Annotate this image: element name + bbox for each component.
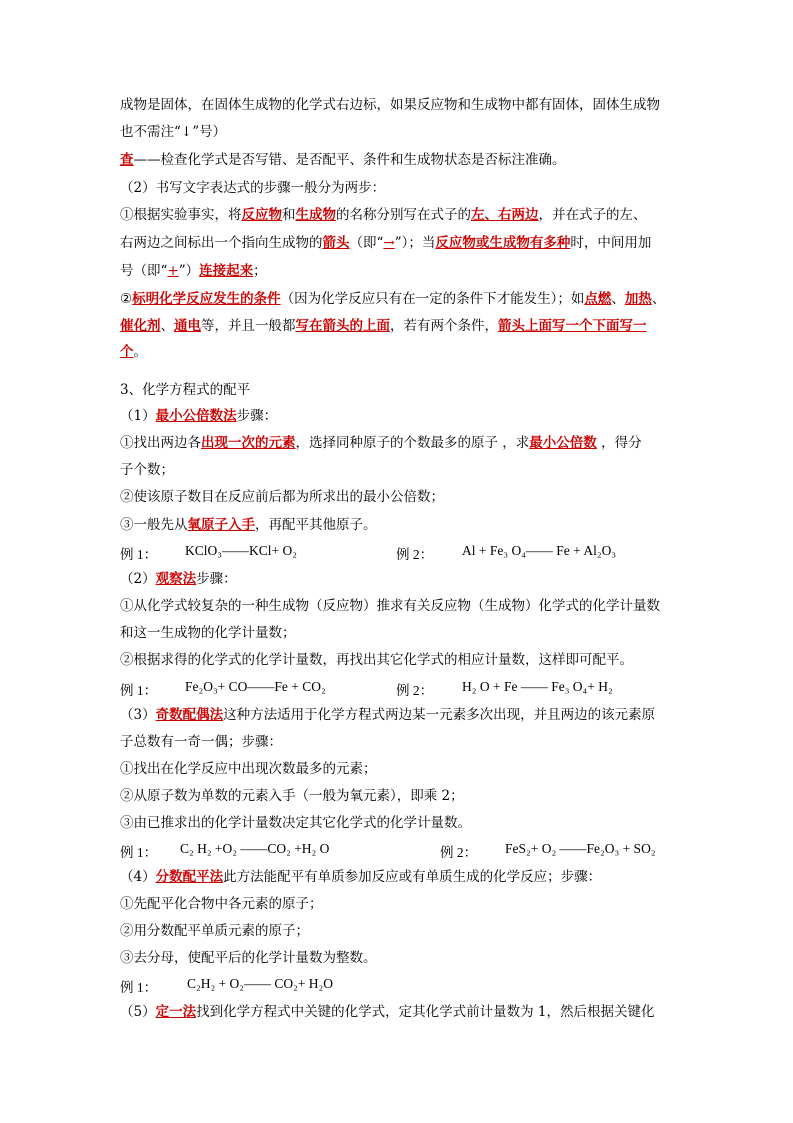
highlight: 生成物 <box>295 207 336 223</box>
text-line <box>120 234 651 252</box>
text-line <box>120 317 647 335</box>
text: ③一般先从 <box>120 517 188 533</box>
highlight: 连接起来 <box>199 263 254 279</box>
example-label: 例 1： <box>120 980 158 995</box>
text: ，若有两个条件， <box>390 318 498 334</box>
text-line: （2）书写文字表达式的步骤一般分为两步： <box>120 180 386 196</box>
text-line <box>120 570 237 588</box>
text: （2） <box>120 571 156 587</box>
text: 步骤： <box>196 571 237 587</box>
highlight: 箭头上面写一个下面写一 <box>498 318 647 334</box>
text: （因为化学反应只有在一定的条件下才能发生）；如 <box>280 291 585 307</box>
text-line <box>120 206 647 224</box>
highlight: 箭头 <box>322 235 350 251</box>
highlight: 出现一次的元素 <box>201 435 296 451</box>
text-line <box>120 290 665 308</box>
highlight: 写在箭头的上面 <box>295 318 390 334</box>
text: ，再配平其他原子。 <box>255 517 377 533</box>
highlight: 最小公倍数法 <box>155 408 237 424</box>
highlight: 反应物或生成物有多种 <box>435 235 571 251</box>
text: ，并在式子的左、 <box>538 207 647 223</box>
text: 此方法能配平有单质参加反应或有单质生成的化学反应；步骤： <box>223 869 602 885</box>
text: 步骤： <box>236 408 278 424</box>
highlight: 奇数配偶法 <box>155 707 224 723</box>
text: （1） <box>120 408 156 424</box>
highlight: 通电 <box>174 318 201 334</box>
highlight: 查 <box>120 152 134 168</box>
example-label: 例 2： <box>396 683 434 698</box>
highlight: 点燃 <box>584 291 612 307</box>
example-label: 例 1： <box>120 845 158 860</box>
text-line: ③由已推求出的化学计量数决定其它化学式的化学计量数。 <box>120 815 471 831</box>
highlight: 加热 <box>624 291 652 307</box>
text: ”） <box>178 263 200 279</box>
example-label: 例 1： <box>120 683 158 698</box>
equation: Fe₂O₃+ CO——Fe + CO₂ <box>185 679 326 694</box>
text-line: ①先配平化合物中各元素的原子； <box>120 896 323 912</box>
text-line: ①找出在化学反应中出现次数最多的元素； <box>120 761 377 777</box>
highlight: 个 <box>120 344 134 360</box>
text-line: 成物是固体，在固体生成物的化学式右边标，如果反应物和生成物中都有固体，固体生成物 <box>120 97 660 113</box>
text-line <box>120 434 642 452</box>
arrow-symbol: → <box>383 235 395 251</box>
text: 等，并且一般都 <box>201 318 296 334</box>
text-line <box>120 343 147 361</box>
highlight: 定一法 <box>155 1004 197 1020</box>
section-heading: 3、化学方程式的配平 <box>120 382 251 398</box>
text: ； <box>253 263 267 279</box>
text: 和 <box>282 207 296 223</box>
text-line: 和这一生成物的化学计量数； <box>120 625 296 641</box>
text: 。 <box>133 344 147 360</box>
text-line <box>120 262 267 280</box>
text: （3） <box>120 707 156 723</box>
text: 、 <box>651 291 666 307</box>
text-line: ③去分母，使配平后的化学计量数为整数。 <box>120 950 377 966</box>
equation: H₂ O + Fe —— Fe₃ O₄+ H₂ <box>462 679 613 694</box>
text: 、 <box>160 318 174 334</box>
example-label: 例 2： <box>440 845 478 860</box>
highlight: 观察法 <box>155 571 197 587</box>
highlight: 氧原子入手 <box>187 517 255 533</box>
equation: FeS₂+ O₂ ——Fe₂O₃ + SO₂ <box>505 841 656 856</box>
equation: C₂ H₂ +O₂ ——CO₂ +H₂ O <box>180 841 330 856</box>
highlight: 催化剂 <box>120 318 161 334</box>
text-line <box>120 407 277 425</box>
example-label: 例 2： <box>396 547 434 562</box>
text: 、 <box>611 291 625 307</box>
text-line: ②从原子数为单数的元素入手（一般为氧元素），即乘 2； <box>120 788 464 804</box>
text: 右两边之间标出一个指向生成物的 <box>120 235 323 251</box>
equation: Al + Fe₃ O₄—— Fe + Al₂O₃ <box>462 543 617 558</box>
equation: C₂H₂ + O₂—— CO₂+ H₂O <box>187 976 334 991</box>
text-line <box>120 1003 654 1021</box>
equation: KClO₃——KCl+ O₂ <box>185 543 297 558</box>
text-line: ②使该原子数目在反应前后都为所求出的最小公倍数； <box>120 489 444 505</box>
text-line <box>120 151 566 169</box>
text-line: ②根据求得的化学式的化学计量数，再找出其它化学式的相应计量数，这样即可配平。 <box>120 652 633 668</box>
text: 时，中间用加 <box>570 235 652 251</box>
text: （5） <box>120 1004 156 1020</box>
highlight: 反应物 <box>241 207 282 223</box>
text: ”）；当 <box>394 235 436 251</box>
text-line: ②用分数配平单质元素的原子； <box>120 923 309 939</box>
text-line: 子个数； <box>120 462 174 478</box>
text-line <box>120 706 655 724</box>
text: ② <box>120 291 133 307</box>
highlight: 分数配平法 <box>155 869 224 885</box>
text-line: ①从化学式较复杂的一种生成物（反应物）推求有关反应物（生成物）化学式的化学计量数 <box>120 598 660 614</box>
example-label: 例 1： <box>120 547 158 562</box>
text: ——检查化学式是否写错、是否配平、条件和生成物状态是否标注准确。 <box>133 152 566 168</box>
text: 找到化学方程式中关键的化学式，定其化学式前计量数为 1，然后根据关键化 <box>196 1004 655 1020</box>
text: 号（即“ <box>120 263 168 279</box>
text: 的名称分别写在式子的 <box>336 207 471 223</box>
text: （即“ <box>349 235 384 251</box>
text: ，选择同种原子的个数最多的原子 ，求 <box>295 435 530 451</box>
text-line <box>120 868 601 886</box>
text: ①找出两边各 <box>120 435 201 451</box>
text: （4） <box>120 869 156 885</box>
highlight: 标明化学反应发生的条件 <box>132 291 281 307</box>
plus-symbol: + <box>167 263 179 279</box>
text-line: 子总数有一奇一偶；步骤： <box>120 734 282 750</box>
text: 这种方法适用于化学方程式两边某一元素多次出现，并且两边的该元素原 <box>223 707 656 723</box>
highlight: 左、右两边 <box>471 207 539 223</box>
text-line: 也不需注“↓”号） <box>120 124 227 140</box>
text: ①根据实验事实，将 <box>120 207 242 223</box>
text-line <box>120 516 377 534</box>
highlight: 最小公倍数 <box>529 435 597 451</box>
text: ，得分 <box>596 435 642 451</box>
